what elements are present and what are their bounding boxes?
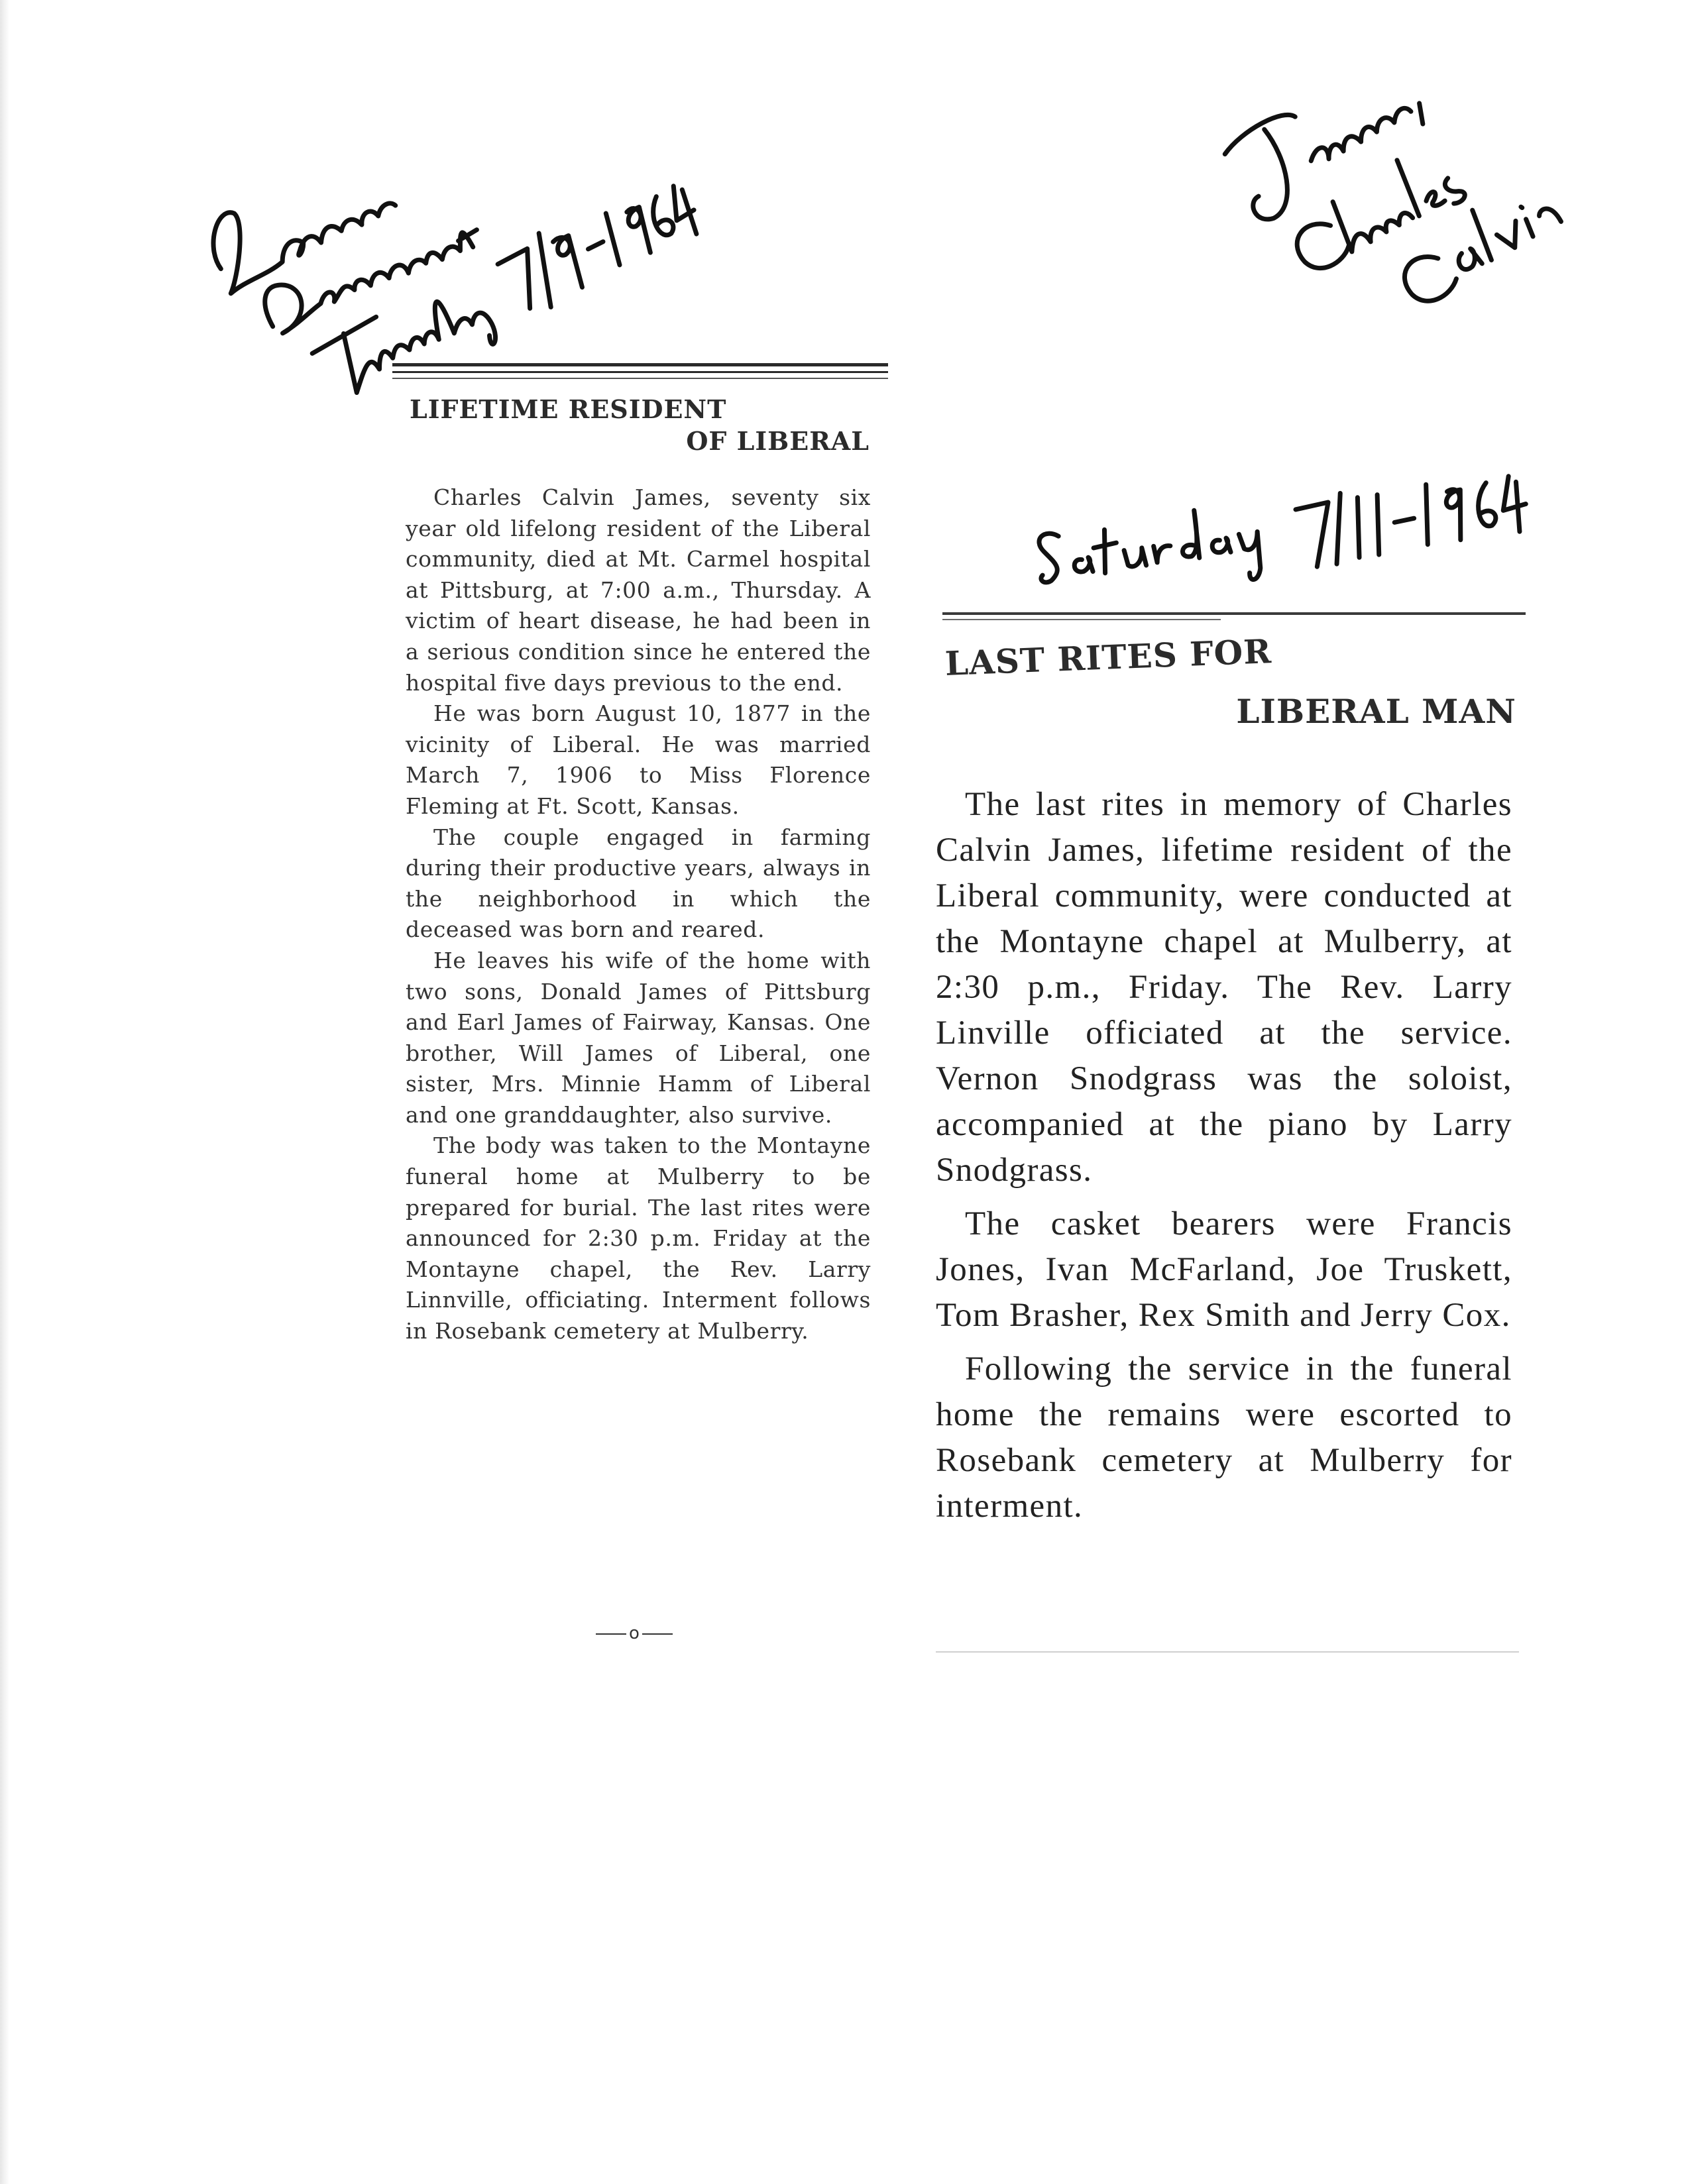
- last-rites-headline: [944, 631, 1528, 736]
- obituary-paragraph: He was born August 10, 1877 in the vicinity of Liberal. He was married March 7, 1906 to Miss Florence Fleming at Ft. Scott, Kansas.: [406, 700, 871, 819]
- last-rites-paragraph: Following the service in the funeral home the remains were escorted to Rosebank cemetery at Mulberry for interment.: [936, 1350, 1512, 1525]
- obituary-headline: [410, 394, 873, 457]
- obituary-paragraph: The body was taken to the Montayne funeral home at Mulberry to be prepared for burial. The last rites were announced for 2:30 p.m. Friday at the Montayne chapel, the Rev. Larry Linnville, officiating. Interment follows in Rosebank cemetery at Mulberry.: [406, 1132, 871, 1344]
- clipping-top-rule-thin: [392, 378, 888, 379]
- obituary-paragraph: He leaves his wife of the home with two sons, Donald James of Pittsburg and Earl James of Fairway, Kansas. One brother, Will James of Liberal, one sister, Mrs. Minnie Hamm of Liberal and one granddaughter, also survive.: [406, 947, 871, 1128]
- clipping-top-rule: [942, 612, 1526, 615]
- handwritten-note-james-charles-calvin: [1233, 40, 1604, 318]
- newspaper-clipping-last-rites: [936, 603, 1532, 1663]
- last-rites-paragraph: The casket bearers were Francis Jones, Ivan McFarland, Joe Truskett, Tom Brasher, Rex Smith and Jerry Cox.: [936, 1205, 1512, 1334]
- scan-edge-shadow: [0, 0, 9, 2184]
- obituary-paragraph: The couple engaged in farming during their productive years, always in the neighborhood in which the deceased was born and reared.: [406, 824, 871, 943]
- clipping-top-rule-secondary: [392, 371, 888, 373]
- obituary-body: [406, 482, 871, 1347]
- newspaper-clipping-obituary: [392, 363, 888, 1665]
- last-rites-paragraph: The last rites in memory of Charles Calvin James, lifetime resident of the Liberal community, were conducted at the Montayne chapel at Mulberry, at 2:30 p.m., Friday. The Rev. Larry Linville officiated at the service. Vernon Snodgrass was the soloist, accompanied at the piano by Larry Snodgrass.: [936, 786, 1512, 1189]
- handwritten-note-saturday-date: [1021, 457, 1564, 610]
- clipping-top-rule-secondary: [942, 619, 1221, 620]
- clipping-bottom-edge: [936, 1651, 1519, 1653]
- last-rites-headline-line1: LAST RITES FOR: [944, 631, 1272, 683]
- obituary-headline-line2: OF LIBERAL: [686, 426, 870, 456]
- last-rites-body: [936, 782, 1512, 1537]
- last-rites-headline-line2: LIBERAL MAN: [1236, 692, 1516, 731]
- obituary-paragraph: Charles Calvin James, seventy six year old lifelong resident of the Liberal community, died at Mt. Carmel hospital at Pittsburg, at 7:00 a.m., Thursday. A victim of heart disease, he had been in a serious condition since he entered the hospital five days previous to the end.: [406, 484, 871, 696]
- obituary-end-mark: o: [585, 1623, 684, 1643]
- clipping-top-rule: [392, 363, 888, 366]
- obituary-headline-line1: LIFETIME RESIDENT: [410, 394, 727, 424]
- handwritten-note-lamar-democrat: [199, 86, 676, 391]
